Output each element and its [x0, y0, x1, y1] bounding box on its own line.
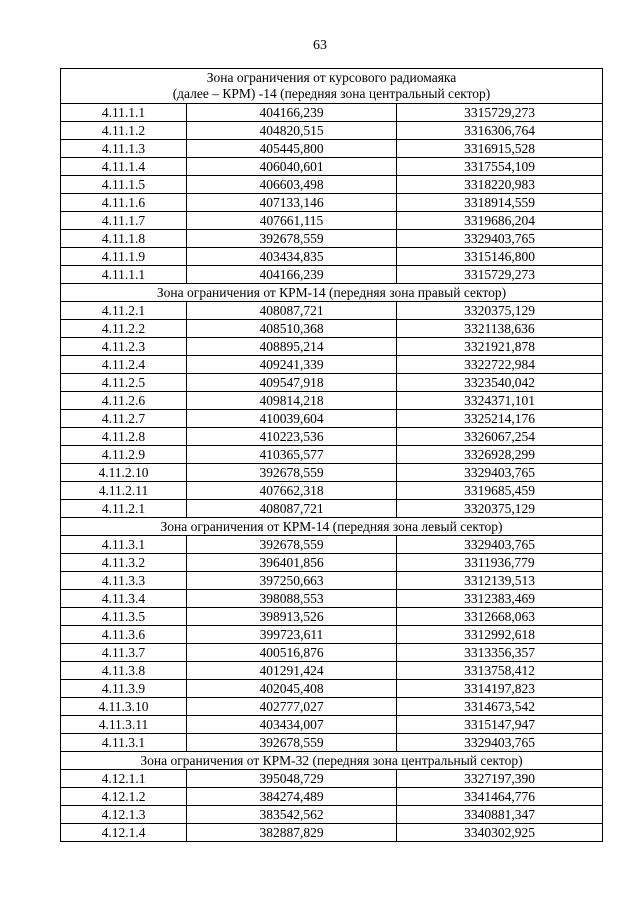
y-coordinate-cell: 3320375,129: [397, 500, 603, 518]
section-title-row: [61, 69, 603, 104]
x-coordinate-cell: 402777,027: [187, 698, 397, 716]
x-coordinate-cell: 392678,559: [187, 536, 397, 554]
x-coordinate-cell: 406040,601: [187, 158, 397, 176]
table-row: [61, 266, 603, 284]
x-coordinate-cell: 407662,318: [187, 482, 397, 500]
x-coordinate-cell: 406603,498: [187, 176, 397, 194]
x-coordinate-cell: 402045,408: [187, 680, 397, 698]
coordinates-table: [60, 68, 603, 842]
table-row: [61, 158, 603, 176]
point-number-cell: 4.11.1.5: [61, 176, 187, 194]
point-number-cell: 4.11.1.1: [61, 104, 187, 122]
section-title-row: [61, 518, 603, 536]
table-row: [61, 212, 603, 230]
y-coordinate-cell: 3325214,176: [397, 410, 603, 428]
table-row: [61, 302, 603, 320]
table-row: [61, 626, 603, 644]
point-number-cell: 4.11.1.2: [61, 122, 187, 140]
y-coordinate-cell: 3312383,469: [397, 590, 603, 608]
table-row: [61, 248, 603, 266]
point-number-cell: 4.12.1.3: [61, 806, 187, 824]
y-coordinate-cell: 3312992,618: [397, 626, 603, 644]
section-title-row: [61, 752, 603, 770]
x-coordinate-cell: 383542,562: [187, 806, 397, 824]
point-number-cell: 4.11.1.4: [61, 158, 187, 176]
x-coordinate-cell: 408087,721: [187, 302, 397, 320]
x-coordinate-cell: 397250,663: [187, 572, 397, 590]
point-number-cell: 4.11.2.8: [61, 428, 187, 446]
x-coordinate-cell: 404166,239: [187, 266, 397, 284]
table-row: [61, 554, 603, 572]
y-coordinate-cell: 3312139,513: [397, 572, 603, 590]
x-coordinate-cell: 392678,559: [187, 230, 397, 248]
y-coordinate-cell: 3320375,129: [397, 302, 603, 320]
point-number-cell: 4.11.3.3: [61, 572, 187, 590]
y-coordinate-cell: 3340302,925: [397, 824, 603, 842]
x-coordinate-cell: 403434,007: [187, 716, 397, 734]
point-number-cell: 4.12.1.2: [61, 788, 187, 806]
point-number-cell: 4.11.2.9: [61, 446, 187, 464]
point-number-cell: 4.11.1.1: [61, 266, 187, 284]
y-coordinate-cell: 3313356,357: [397, 644, 603, 662]
point-number-cell: 4.11.2.1: [61, 302, 187, 320]
y-coordinate-cell: 3313758,412: [397, 662, 603, 680]
x-coordinate-cell: 396401,856: [187, 554, 397, 572]
table-row: [61, 824, 603, 842]
x-coordinate-cell: 408895,214: [187, 338, 397, 356]
y-coordinate-cell: 3315729,273: [397, 104, 603, 122]
y-coordinate-cell: 3321921,878: [397, 338, 603, 356]
table-row: [61, 482, 603, 500]
y-coordinate-cell: 3341464,776: [397, 788, 603, 806]
table-row: [61, 806, 603, 824]
point-number-cell: 4.11.3.2: [61, 554, 187, 572]
point-number-cell: 4.11.2.10: [61, 464, 187, 482]
point-number-cell: 4.11.3.7: [61, 644, 187, 662]
point-number-cell: 4.11.3.8: [61, 662, 187, 680]
point-number-cell: 4.11.3.11: [61, 716, 187, 734]
y-coordinate-cell: 3326067,254: [397, 428, 603, 446]
table-row: [61, 572, 603, 590]
section-title-line: Зона ограничения от КРМ-14 (передняя зона левый сектор): [160, 518, 503, 534]
table-row: [61, 770, 603, 788]
section-title: [61, 518, 603, 536]
table-row: [61, 680, 603, 698]
table-row: [61, 500, 603, 518]
section-title-line: Зона ограничения от КРМ-14 (передняя зона правый сектор): [156, 284, 507, 300]
y-coordinate-cell: 3321138,636: [397, 320, 603, 338]
table-row: [61, 104, 603, 122]
table-row: [61, 176, 603, 194]
y-coordinate-cell: 3316306,764: [397, 122, 603, 140]
table-row: [61, 230, 603, 248]
table-row: [61, 590, 603, 608]
table-row: [61, 698, 603, 716]
y-coordinate-cell: 3340881,347: [397, 806, 603, 824]
y-coordinate-cell: 3318220,983: [397, 176, 603, 194]
coordinates-table-body: [61, 69, 603, 842]
y-coordinate-cell: 3315729,273: [397, 266, 603, 284]
point-number-cell: 4.11.1.7: [61, 212, 187, 230]
y-coordinate-cell: 3318914,559: [397, 194, 603, 212]
y-coordinate-cell: 3329403,765: [397, 536, 603, 554]
y-coordinate-cell: 3317554,109: [397, 158, 603, 176]
point-number-cell: 4.12.1.1: [61, 770, 187, 788]
x-coordinate-cell: 409241,339: [187, 356, 397, 374]
table-row: [61, 410, 603, 428]
x-coordinate-cell: 398913,526: [187, 608, 397, 626]
x-coordinate-cell: 382887,829: [187, 824, 397, 842]
x-coordinate-cell: 410365,577: [187, 446, 397, 464]
point-number-cell: 4.11.3.1: [61, 536, 187, 554]
point-number-cell: 4.12.1.4: [61, 824, 187, 842]
point-number-cell: 4.11.1.6: [61, 194, 187, 212]
table-row: [61, 608, 603, 626]
x-coordinate-cell: 398088,553: [187, 590, 397, 608]
y-coordinate-cell: 3329403,765: [397, 464, 603, 482]
y-coordinate-cell: 3323540,042: [397, 374, 603, 392]
table-row: [61, 644, 603, 662]
x-coordinate-cell: 400516,876: [187, 644, 397, 662]
y-coordinate-cell: 3315146,800: [397, 248, 603, 266]
x-coordinate-cell: 392678,559: [187, 464, 397, 482]
point-number-cell: 4.11.3.9: [61, 680, 187, 698]
point-number-cell: 4.11.3.6: [61, 626, 187, 644]
section-title: [61, 284, 603, 302]
table-row: [61, 374, 603, 392]
point-number-cell: 4.11.3.1: [61, 734, 187, 752]
table-row: [61, 122, 603, 140]
point-number-cell: 4.11.2.11: [61, 482, 187, 500]
section-title: [61, 752, 603, 770]
section-title-row: [61, 284, 603, 302]
point-number-cell: 4.11.2.5: [61, 374, 187, 392]
x-coordinate-cell: 410039,604: [187, 410, 397, 428]
y-coordinate-cell: 3315147,947: [397, 716, 603, 734]
section-title-line: Зона ограничения от курсового радиомаяка: [206, 70, 457, 85]
table-row: [61, 716, 603, 734]
point-number-cell: 4.11.2.2: [61, 320, 187, 338]
table-row: [61, 734, 603, 752]
point-number-cell: 4.11.1.9: [61, 248, 187, 266]
point-number-cell: 4.11.2.4: [61, 356, 187, 374]
y-coordinate-cell: 3311936,779: [397, 554, 603, 572]
section-title-line: (далее – КРМ) -14 (передняя зона центральный сектор): [172, 86, 491, 101]
y-coordinate-cell: 3312668,063: [397, 608, 603, 626]
y-coordinate-cell: 3327197,390: [397, 770, 603, 788]
point-number-cell: 4.11.3.10: [61, 698, 187, 716]
y-coordinate-cell: 3319685,459: [397, 482, 603, 500]
y-coordinate-cell: 3329403,765: [397, 734, 603, 752]
y-coordinate-cell: 3319686,204: [397, 212, 603, 230]
point-number-cell: 4.11.2.6: [61, 392, 187, 410]
point-number-cell: 4.11.3.4: [61, 590, 187, 608]
x-coordinate-cell: 392678,559: [187, 734, 397, 752]
point-number-cell: 4.11.2.7: [61, 410, 187, 428]
table-row: [61, 446, 603, 464]
point-number-cell: 4.11.2.3: [61, 338, 187, 356]
x-coordinate-cell: 408510,368: [187, 320, 397, 338]
point-number-cell: 4.11.3.5: [61, 608, 187, 626]
x-coordinate-cell: 409547,918: [187, 374, 397, 392]
table-row: [61, 788, 603, 806]
y-coordinate-cell: 3324371,101: [397, 392, 603, 410]
table-row: [61, 338, 603, 356]
y-coordinate-cell: 3314673,542: [397, 698, 603, 716]
table-row: [61, 392, 603, 410]
point-number-cell: 4.11.1.8: [61, 230, 187, 248]
y-coordinate-cell: 3326928,299: [397, 446, 603, 464]
table-row: [61, 320, 603, 338]
table-row: [61, 536, 603, 554]
point-number-cell: 4.11.1.3: [61, 140, 187, 158]
table-row: [61, 464, 603, 482]
page-number: 63: [313, 38, 327, 53]
y-coordinate-cell: 3322722,984: [397, 356, 603, 374]
table-row: [61, 662, 603, 680]
table-row: [61, 356, 603, 374]
x-coordinate-cell: 404166,239: [187, 104, 397, 122]
y-coordinate-cell: 3329403,765: [397, 230, 603, 248]
x-coordinate-cell: 401291,424: [187, 662, 397, 680]
x-coordinate-cell: 384274,489: [187, 788, 397, 806]
x-coordinate-cell: 407661,115: [187, 212, 397, 230]
x-coordinate-cell: 409814,218: [187, 392, 397, 410]
table-row: [61, 140, 603, 158]
x-coordinate-cell: 405445,800: [187, 140, 397, 158]
y-coordinate-cell: 3316915,528: [397, 140, 603, 158]
section-title-line: Зона ограничения от КРМ-32 (передняя зона центральный сектор): [140, 752, 523, 768]
x-coordinate-cell: 403434,835: [187, 248, 397, 266]
y-coordinate-cell: 3314197,823: [397, 680, 603, 698]
x-coordinate-cell: 399723,611: [187, 626, 397, 644]
x-coordinate-cell: 408087,721: [187, 500, 397, 518]
x-coordinate-cell: 410223,536: [187, 428, 397, 446]
x-coordinate-cell: 395048,729: [187, 770, 397, 788]
table-row: [61, 194, 603, 212]
section-title: [61, 69, 603, 104]
x-coordinate-cell: 404820,515: [187, 122, 397, 140]
table-row: [61, 428, 603, 446]
point-number-cell: 4.11.2.1: [61, 500, 187, 518]
x-coordinate-cell: 407133,146: [187, 194, 397, 212]
